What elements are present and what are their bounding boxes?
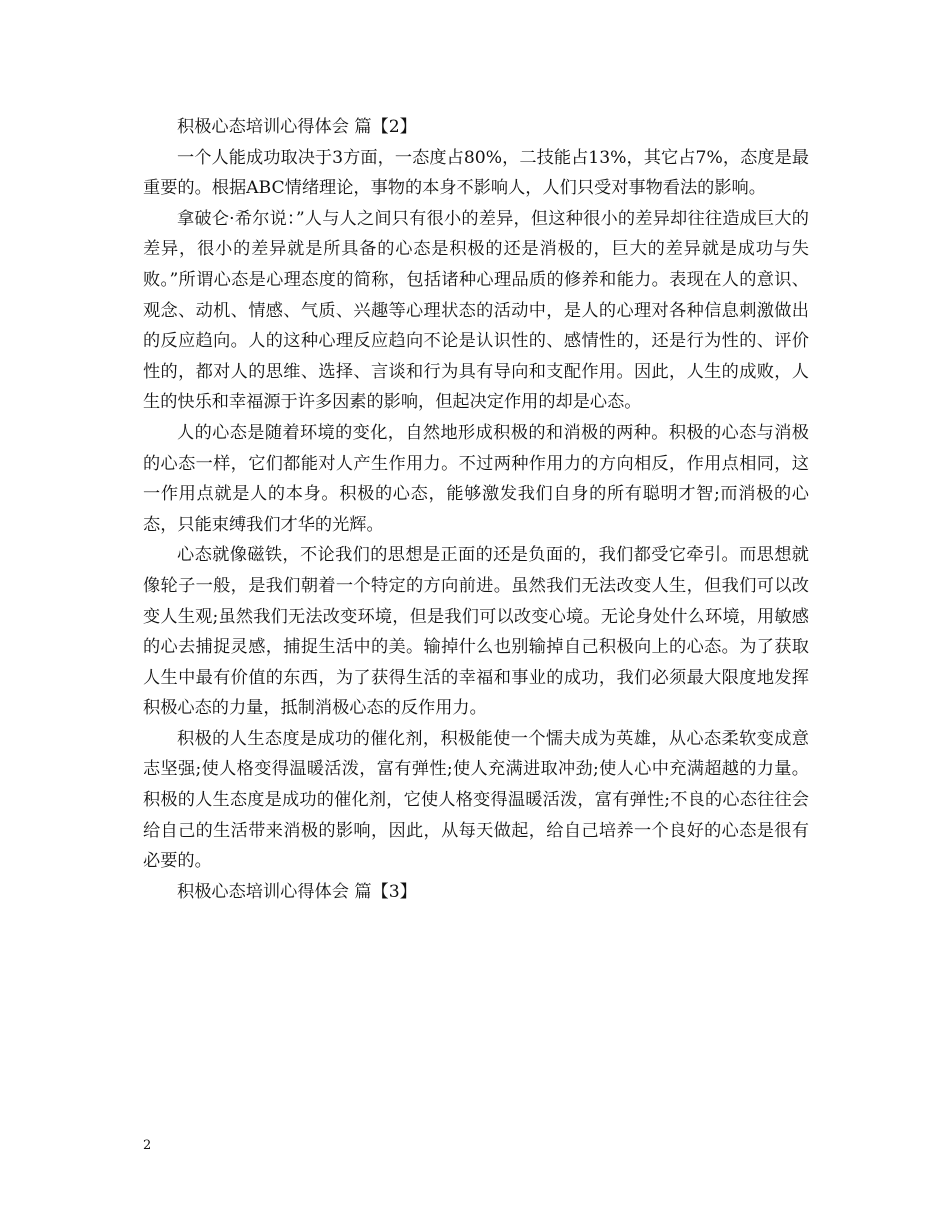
section-heading-3: 积极心态培训心得体会 篇【3】 <box>177 881 417 902</box>
paragraph-2: 拿破仑·希尔说：”人与人之间只有很小的差异，但这种很小的差异却往往造成巨大的差异，很小的差异就是所具备的心态是积极的还是消极的，巨大的差异就是成功与失败。”所谓心态是心理态度的简称，包括诸种心理品质的修养和能力。表现在人的意识、观念、动机、情感、气质、兴趣等心理状态的活动中，是人的心理对各种信息刺激做出的反应趋向。人的这种心理反应趋向不论是认识性的、感情性的，还是行为性的、评价性的，都对人的思维、选择、言谈和行为具有导向和支配作用。因此，人生的成败，人生的快乐和幸福源于许多因素的影响，但起决定作用的却是心态。 <box>143 208 809 413</box>
paragraph-3: 人的心态是随着环境的变化，自然地形成积极的和消极的两种。积极的心态与消极的心态一样，它们都能对人产生作用力。不过两种作用力的方向相反，作用点相同，这一作用点就是人的本身。积极的心态，能够激发我们自身的所有聪明才智;而消极的心态，只能束缚我们才华的光辉。 <box>143 422 809 535</box>
paragraph-4: 心态就像磁铁，不论我们的思想是正面的还是负面的，我们都受它牵引。而思想就像轮子一般，是我们朝着一个特定的方向前进。虽然我们无法改变人生，但我们可以改变人生观;虽然我们无法改变环境，但是我们可以改变心境。无论身处什么环境，用敏感的心去捕捉灵感，捕捉生活中的美。输掉什么也别输掉自己积极向上的心态。为了获取人生中最有价值的东西，为了获得生活的幸福和事业的成功，我们必须最大限度地发挥积极心态的力量，抵制消极心态的反作用力。 <box>143 545 809 719</box>
paragraph-5: 积极的人生态度是成功的催化剂，积极能使一个懦夫成为英雄，从心态柔软变成意志坚强;使人格变得温暖活泼，富有弹性;使人充满进取冲劲;使人心中充满超越的力量。积极的人生态度是成功的催化剂，它使人格变得温暖活泼，富有弹性;不良的心态往往会给自己的生活带来消极的影响，因此，从每天做起，给自己培养一个良好的心态是很有必要的。 <box>143 728 809 872</box>
page-number: 2 <box>143 1138 152 1153</box>
paragraph-1: 一个人能成功取决于3方面，一态度占80%，二技能占13%，其它占7%，态度是最重要的。根据ABC情绪理论，事物的本身不影响人，人们只受对事物看法的影响。 <box>143 147 809 199</box>
document-body <box>143 112 809 907</box>
section-heading-2: 积极心态培训心得体会 篇【2】 <box>177 117 417 137</box>
